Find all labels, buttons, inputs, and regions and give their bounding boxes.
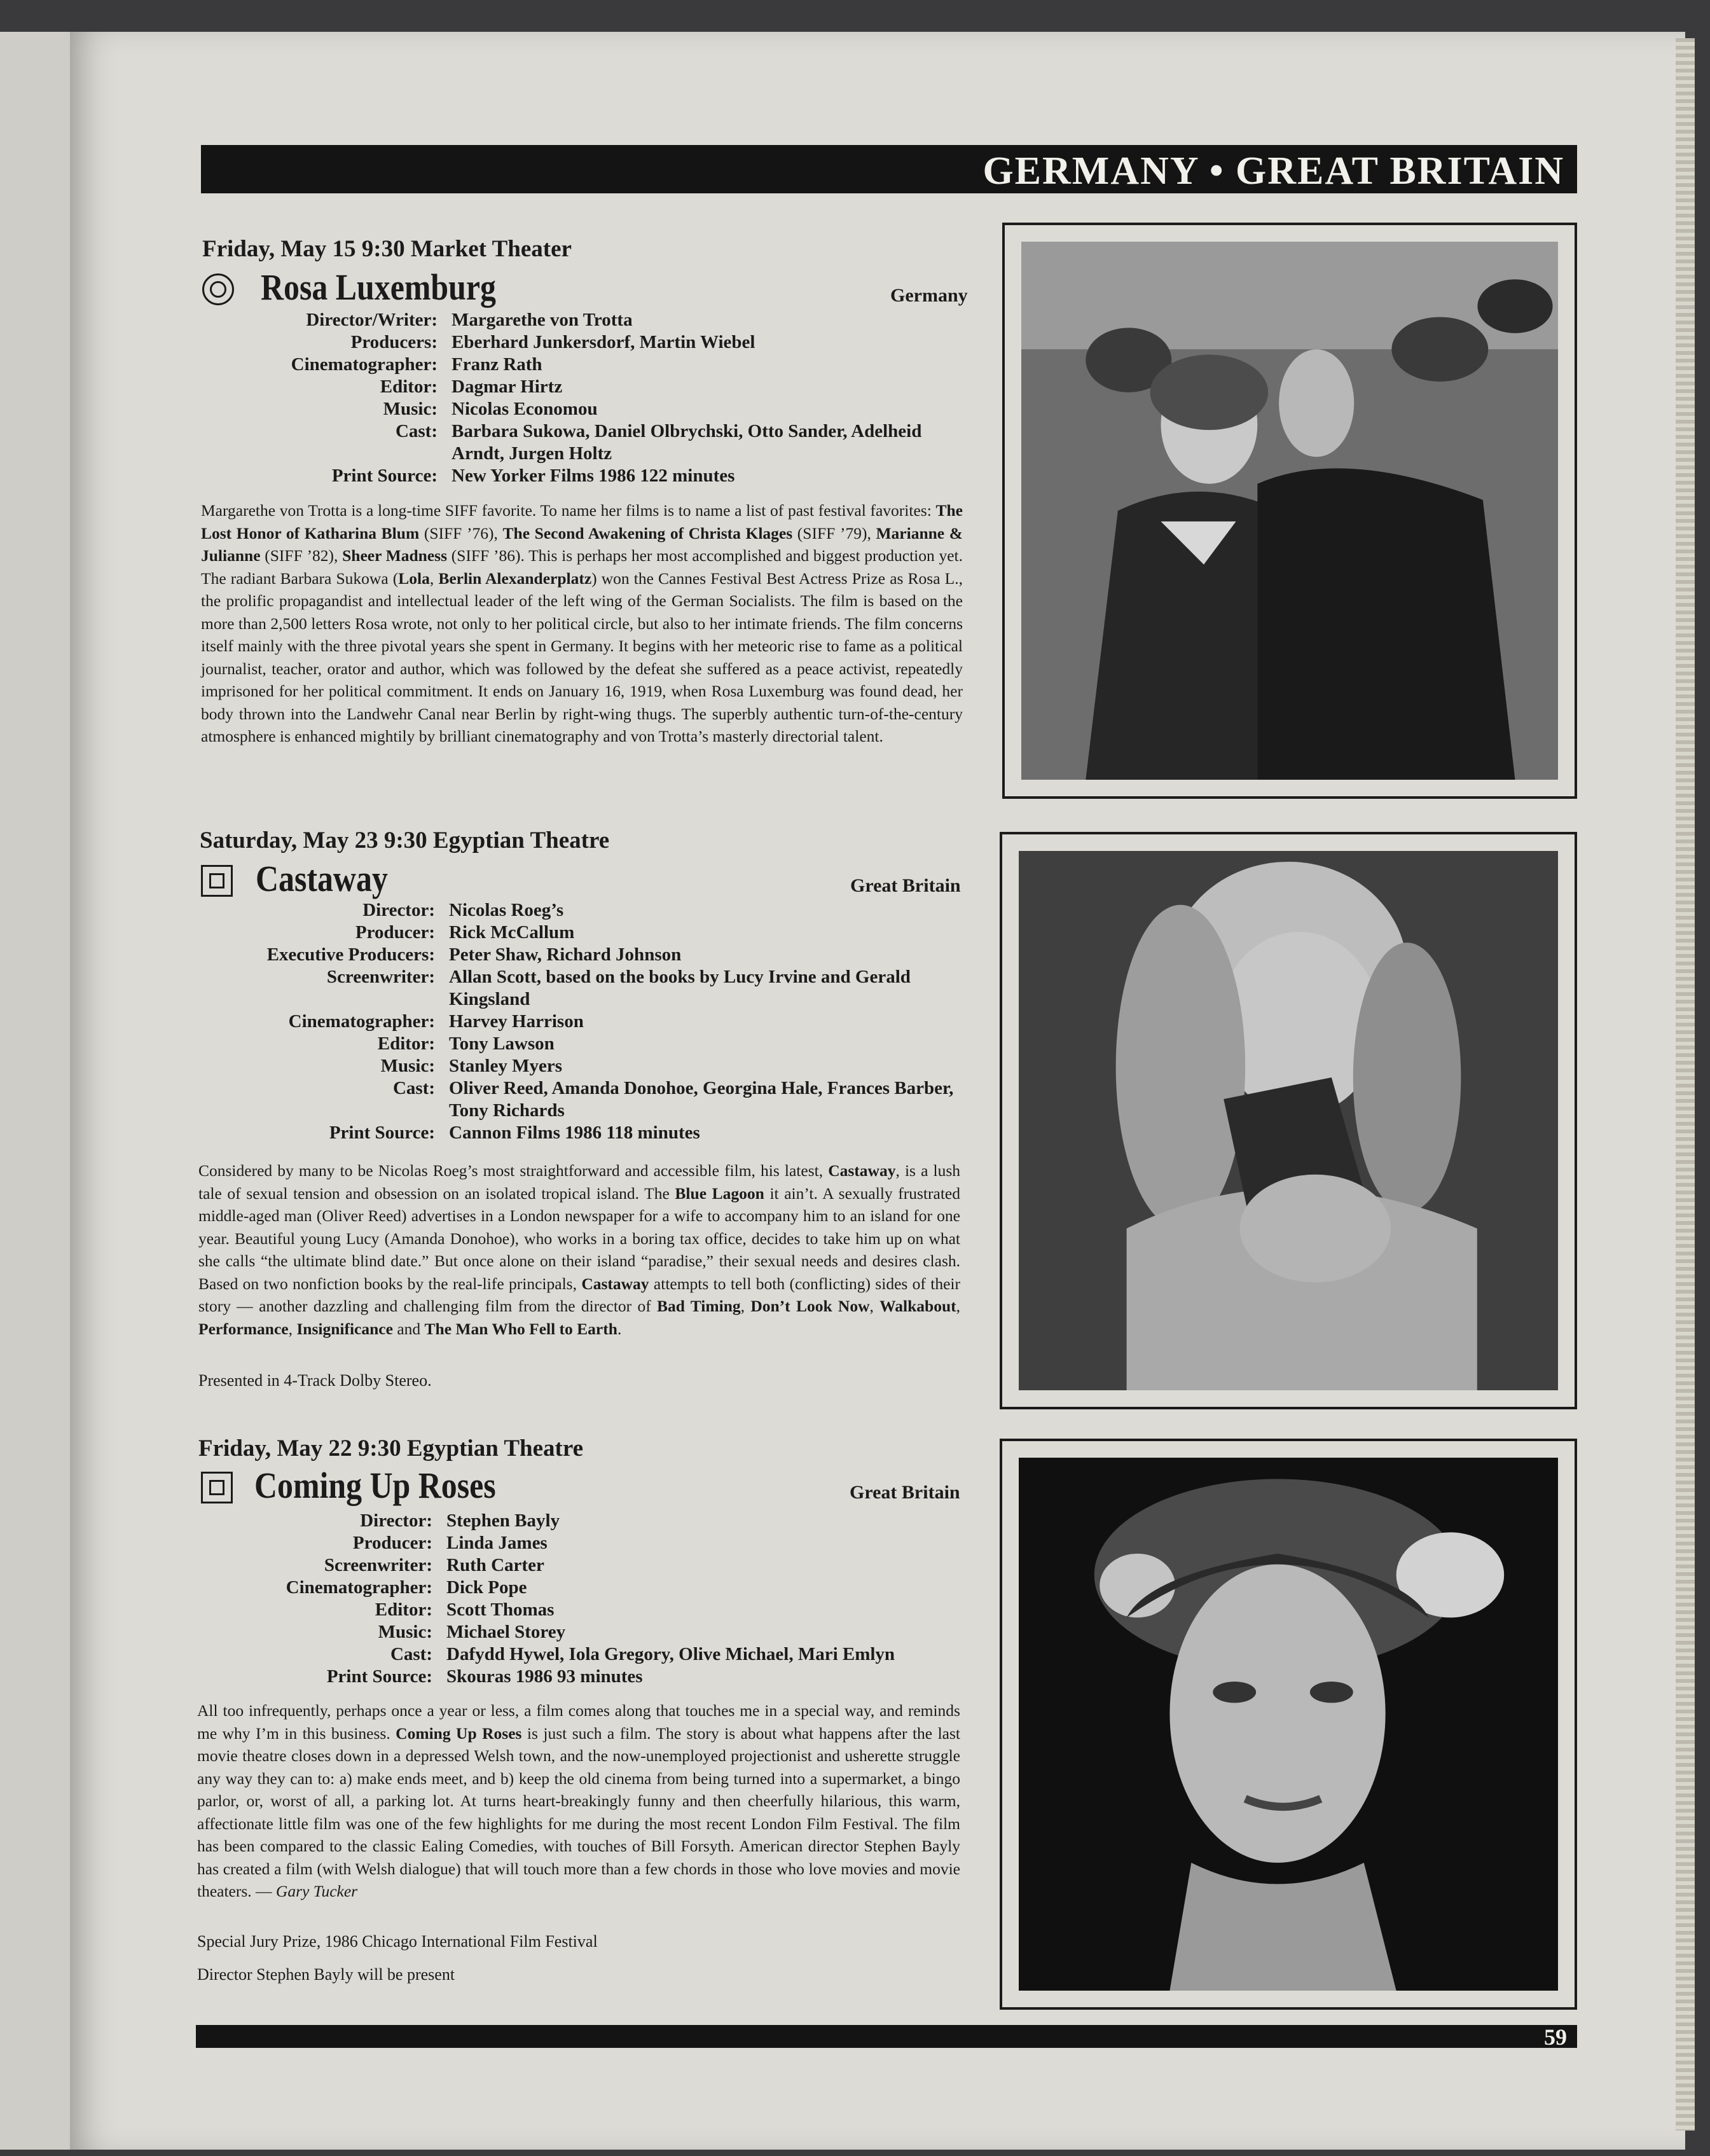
credit-role: Editor: (375, 1600, 432, 1620)
description-text: Gary Tucker (275, 1882, 358, 1900)
film-note: Special Jury Prize, 1986 Chicago International Film Festival (197, 1932, 598, 1951)
description-text: (SIFF ’86). This is perhaps her most accomplished and biggest production yet. The radiant Barbara Sukowa ( (201, 546, 963, 588)
film-note: Director Stephen Bayly will be present (197, 1965, 455, 1984)
page-number: 59 (1544, 2024, 1567, 2050)
credit-role: Editor: (377, 1033, 435, 1054)
credit-row (202, 309, 973, 331)
film-credits (197, 1510, 968, 1688)
credit-value: Dafydd Hywel, Iola Gregory, Olive Michael, Mari Emlyn (446, 1644, 895, 1664)
description-text: ) won the Cannes Festival Best Actress Prize as Rosa L., the prolific propagandist and intellectual leader of the left wing of the German Socialists. The film is based on the more than 2,500 letters Rosa wrote, not only to her political circle, but also to her intimate friends. The film concerns itself mainly with the three pivotal years she spent in Germany. It begins with her meteoric rise to fame as a political journalist, teacher, orator and author, which was followed by the defeat she suffered as a peace activist, repeatedly imprisoned for her political commitment. It ends on January 16, 1919, when Rosa Luxemburg was found dead, her body thrown into the Landwehr Canal near Berlin by right-wing thugs. The superbly authentic turn-of-the-century atmosphere is enhanced mightily by brilliant cinematography and von Trotta’s masterly directorial talent. (201, 569, 963, 745)
square-box-icon (201, 865, 233, 897)
credit-row (200, 1122, 970, 1144)
film-reference: Marianne & Julianne (201, 523, 963, 565)
description-text: attempts to tell both (conflicting) sides of their story — another dazzling and challenging film from the director of (198, 1274, 960, 1315)
credit-role: Music: (378, 1622, 432, 1642)
credit-value: Dick Pope (446, 1577, 527, 1598)
credit-role: Print Source: (331, 466, 438, 486)
description-text: (SIFF ’82), (260, 546, 343, 565)
credit-row (200, 1077, 970, 1122)
credit-role: Print Source: (329, 1123, 435, 1143)
credit-value: Tony Lawson (449, 1033, 555, 1054)
film-description (198, 1159, 960, 1340)
film-still-rosa-luxemburg (1021, 242, 1558, 780)
credit-role: Print Source: (326, 1666, 432, 1687)
square-box-icon (201, 1472, 233, 1503)
film-reference: Berlin Alexanderplatz (438, 569, 592, 588)
credit-value: Rick McCallum (449, 922, 575, 943)
description-text: , (956, 1297, 961, 1315)
credit-role: Director: (360, 1510, 432, 1531)
film-dateline: Friday, May 15 9:30 Market Theater (202, 236, 572, 262)
film-reference: Insignificance (296, 1319, 393, 1338)
film-still-castaway (1019, 851, 1558, 1390)
credit-value: Stephen Bayly (446, 1510, 560, 1531)
page-edge (1676, 38, 1695, 2131)
credit-role: Cast: (390, 1644, 432, 1664)
credit-row (200, 1011, 970, 1033)
film-still-frame (1000, 832, 1577, 1409)
description-text: , is a lush tale of sexual tension and obsession on an isolated tropical island. The (198, 1161, 960, 1203)
film-title: Coming Up Roses (254, 1465, 496, 1506)
credit-role: Cinematographer: (286, 1577, 432, 1598)
credit-role: Music: (383, 399, 438, 419)
section-title: GERMANY • GREAT BRITAIN (983, 149, 1564, 193)
film-reference: Coming Up Roses (396, 1724, 522, 1743)
credit-row (197, 1577, 968, 1599)
credit-row (200, 899, 970, 922)
credit-value: Nicolas Roeg’s (449, 900, 564, 920)
film-country: Great Britain (850, 1482, 960, 1503)
credit-row (202, 354, 973, 376)
description-text: . (617, 1319, 622, 1338)
credit-role: Producers: (350, 332, 438, 352)
credit-value: Cannon Films 1986 118 minutes (449, 1123, 700, 1143)
credit-row (200, 944, 970, 966)
film-country: Germany (890, 285, 968, 306)
credit-role: Cast: (392, 1078, 435, 1098)
credit-value: New Yorker Films 1986 122 minutes (452, 466, 735, 486)
film-reference: Blue Lagoon (675, 1184, 764, 1203)
film-reference: Sheer Madness (342, 546, 447, 565)
description-text: Margarethe von Trotta is a long-time SIFF favorite. To name her films is to name a list of past festival favorites: (201, 501, 936, 520)
film-reference: Castaway (581, 1274, 649, 1293)
credit-value: Barbara Sukowa, Daniel Olbrychski, Otto Sander, Adelheid Arndt, Jurgen Holtz (452, 421, 922, 464)
film-still-frame (1000, 1439, 1577, 2010)
credit-value: Nicolas Economou (452, 399, 598, 419)
description-text: Considered by many to be Nicolas Roeg’s most straightforward and accessible film, his latest, (198, 1161, 829, 1180)
credit-role: Cast: (395, 421, 438, 441)
film-reference: Bad Timing (657, 1297, 741, 1315)
credit-role: Executive Producers: (266, 944, 435, 965)
film-reference: Walkabout (879, 1297, 956, 1315)
credit-row (197, 1599, 968, 1621)
credit-role: Cinematographer: (288, 1011, 435, 1032)
credit-value: Oliver Reed, Amanda Donohoe, Georgina Hale, Frances Barber, Tony Richards (449, 1078, 954, 1121)
credit-value: Allan Scott, based on the books by Lucy Irvine and Gerald Kingsland (449, 967, 911, 1009)
film-reference: The Lost Honor of Katharina Blum (201, 501, 963, 542)
credit-role: Cinematographer: (291, 354, 438, 375)
film-description (201, 499, 963, 748)
credit-value: Franz Rath (452, 354, 542, 375)
credit-role: Director: (362, 900, 435, 920)
credit-row (197, 1532, 968, 1554)
credit-role: Producer: (355, 922, 435, 943)
credit-row (202, 398, 973, 420)
credit-value: Skouras 1986 93 minutes (446, 1666, 643, 1687)
credit-value: Scott Thomas (446, 1600, 555, 1620)
credit-row (197, 1510, 968, 1532)
credit-row (197, 1621, 968, 1643)
credit-role: Music: (380, 1056, 435, 1076)
credit-role: Director/Writer: (306, 310, 438, 330)
credit-role: Producer: (352, 1533, 432, 1553)
credit-value: Ruth Carter (446, 1555, 544, 1575)
description-text: , (429, 569, 439, 588)
credit-row (200, 922, 970, 944)
previous-page-edge (0, 32, 75, 2150)
credit-row (197, 1666, 968, 1688)
film-note: Presented in 4-Track Dolby Stereo. (198, 1371, 432, 1390)
film-title: Castaway (256, 858, 388, 899)
description-text: , (869, 1297, 880, 1315)
film-dateline: Friday, May 22 9:30 Egyptian Theatre (198, 1435, 584, 1462)
film-title: Rosa Luxemburg (261, 266, 496, 308)
footer-bar (196, 2025, 1577, 2048)
film-reference: The Second Awakening of Christa Klages (502, 523, 793, 542)
credit-row (200, 1055, 970, 1077)
film-dateline: Saturday, May 23 9:30 Egyptian Theatre (200, 827, 610, 853)
credit-row (200, 966, 970, 1011)
credit-value: Linda James (446, 1533, 548, 1553)
credit-row (202, 420, 973, 465)
credit-value: Harvey Harrison (449, 1011, 584, 1032)
credit-value: Dagmar Hirtz (452, 377, 563, 397)
credit-value: Stanley Myers (449, 1056, 562, 1076)
credit-row (200, 1033, 970, 1055)
credit-value: Eberhard Junkersdorf, Martin Wiebel (452, 332, 755, 352)
credit-value: Michael Storey (446, 1622, 566, 1642)
film-credits (200, 899, 970, 1144)
description-text: and (392, 1319, 425, 1338)
description-text: , (740, 1297, 751, 1315)
film-reference: The Man Who Fell to Earth (424, 1319, 617, 1338)
credit-row (202, 331, 973, 354)
credit-row (197, 1643, 968, 1666)
film-description (197, 1699, 960, 1903)
description-text: All too infrequently, perhaps once a year or less, a film comes along that touches me in a special way, and reminds me why I’m in this business. (197, 1701, 960, 1743)
film-reference: Don’t Look Now (750, 1297, 870, 1315)
description-text: , (288, 1319, 297, 1338)
film-reference: Castaway (828, 1161, 896, 1180)
film-reference: Performance (198, 1319, 289, 1338)
credit-value: Margarethe von Trotta (452, 310, 633, 330)
credit-role: Screenwriter: (324, 1555, 432, 1575)
film-country: Great Britain (850, 875, 961, 896)
credit-role: Editor: (380, 377, 438, 397)
credit-role: Screenwriter: (326, 967, 435, 987)
film-reference: Lola (398, 569, 430, 588)
credit-row (197, 1554, 968, 1577)
double-circle-icon (202, 273, 234, 305)
credit-row (202, 376, 973, 398)
description-text: (SIFF ’76), (419, 523, 503, 542)
description-text: is just such a film. The story is about what happens after the last movie theatre closes down in a depressed Welsh town, and the now-unemployed projectionist and usherette struggle any way they can to: a) make ends meet, and b) keep the old cinema from being turned into a supermarket, a bingo parlor, or, worst of all, a parking lot. At turns heart-breakingly funny and then cheerfully hilarious, this warm, affectionate little film was one of the few highlights for me during the most recent London Film Festival. The film has been compared to the classic Ealing Comedies, with touches of Bill Forsyth. American director Stephen Bayly has created a film (with Welsh dialogue) that will touch more than a few chords in those who love movies and movie theaters. — (197, 1724, 960, 1900)
film-credits (202, 309, 973, 487)
description-text: (SIFF ’79), (792, 523, 876, 542)
credit-value: Peter Shaw, Richard Johnson (449, 944, 682, 965)
film-still-frame (1002, 223, 1577, 799)
section-header-bar (201, 145, 1577, 193)
film-still-coming-up-roses (1019, 1458, 1558, 1991)
credit-row (202, 465, 973, 487)
description-text: it ain’t. A sexually frustrated middle-aged man (Oliver Reed) advertises in a London newspaper for a wife to accompany him to an island for one year. Beautiful young Lucy (Amanda Donohoe), who works in a boring tax office, decides to take him up on what she calls “the ultimate blind date.” But once alone on their island “paradise,” their sexual needs and desires clash. Based on two nonfiction books by the real-life principals, (198, 1184, 960, 1293)
